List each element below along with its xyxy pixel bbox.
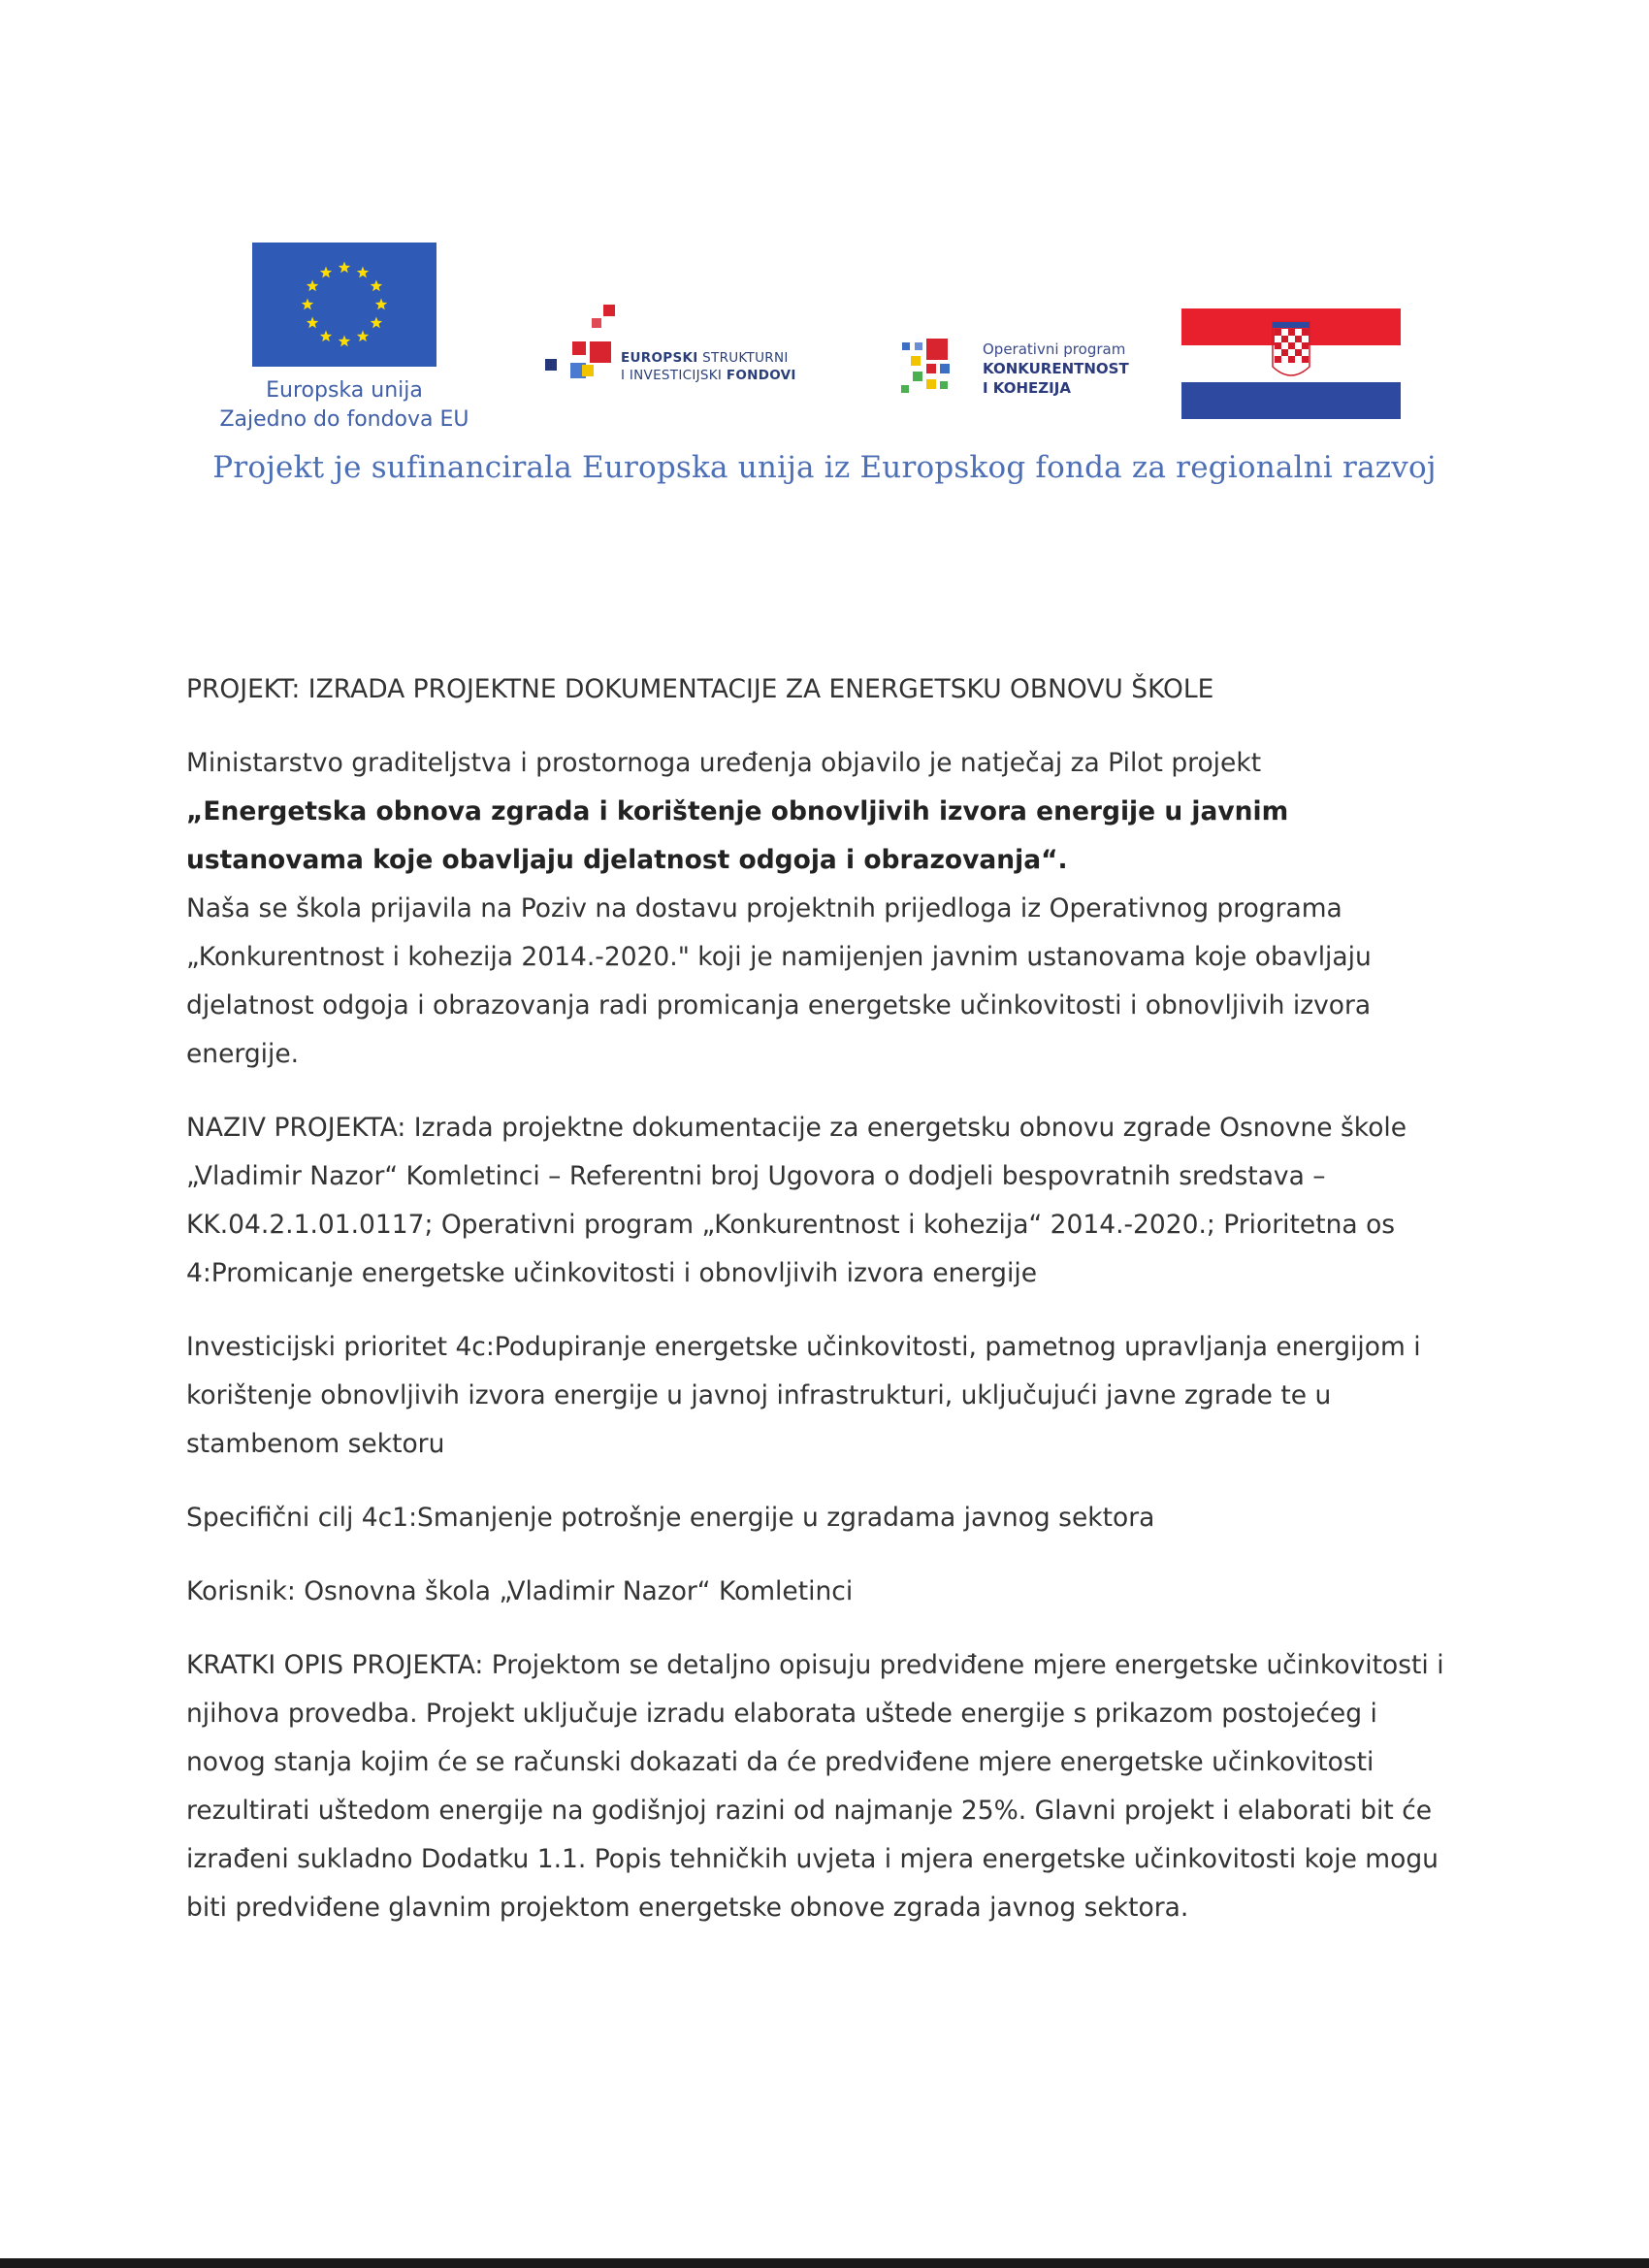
eu-star-icon xyxy=(375,299,387,310)
okk-line3: I KOHEZIJA xyxy=(983,379,1071,397)
shield-square-icon xyxy=(1302,349,1309,356)
okk-pixel-icon xyxy=(897,335,975,403)
shield-square-icon xyxy=(1275,342,1281,349)
eu-star-icon xyxy=(371,317,382,329)
okk-logo xyxy=(897,335,1149,412)
shield-square-icon xyxy=(1302,329,1309,336)
shield-square-icon xyxy=(1288,336,1295,342)
esif-line1-bold: EUROPSKI xyxy=(621,350,698,366)
esif-line1-rest: STRUKTURNI xyxy=(697,350,789,366)
eu-star-icon xyxy=(339,336,350,347)
eu-caption xyxy=(204,376,485,435)
okk-line2: KONKURENTNOST xyxy=(983,360,1129,377)
esif-squares-icon xyxy=(543,303,621,409)
eu-star-icon xyxy=(320,267,332,278)
project-name-paragraph: NAZIV PROJEKTA: Izrada projektne dokumentacije za energetsku obnovu zgrade Osnovne škole „Vladimir Nazor“ Komletinci – Referentni broj Ugovora o dodjeli bespovratnih sredstava – KK.04.2.1.01.0117; Operativni program „Konkurentnost i kohezija“ 2014.-2020.; Prioritetna os 4:Promicanje energetske učinkovitosti i obnovljivih izvora energije xyxy=(186,1113,1407,1288)
okk-text xyxy=(983,340,1129,398)
shield-square-icon xyxy=(1281,342,1288,349)
shield-square-icon xyxy=(1275,349,1281,356)
shield-square-icon xyxy=(1275,356,1281,363)
shield-square-icon xyxy=(1275,329,1281,336)
scan-edge xyxy=(0,2258,1649,2268)
shield-square-icon xyxy=(1281,336,1288,342)
eu-star-icon xyxy=(339,262,350,274)
eu-star-icon xyxy=(320,330,332,341)
eu-star-icon xyxy=(371,280,382,292)
esif-text xyxy=(621,349,796,384)
shield-square-icon xyxy=(1302,342,1309,349)
eu-flag-icon xyxy=(252,243,436,367)
shield-square-icon xyxy=(1288,356,1295,363)
eu-star-icon xyxy=(357,330,369,341)
shield-square-icon xyxy=(1302,336,1309,342)
specific-goal-paragraph: Specifični cilj 4c1:Smanjenje potrošnje energije u zgradama javnog sektora xyxy=(186,1503,1155,1533)
shield-square-icon xyxy=(1295,336,1302,342)
short-description-paragraph: KRATKI OPIS PROJEKTA: Projektom se detaljno opisuju predviđene mjere energetske učinkovitosti i njihova provedba. Projekt uključuje izradu elaborata uštede energije s prikazom postojećeg i novog stanja kojim će se računski dokazati da će predviđene mjere energetske učinkovitosti rezultirati uštedom energije na godišnjoj razini od najmanje 25%. Glavni projekt i elaborati bit će izrađeni sukladno Dodatku 1.1. Popis tehničkih uvjeta i mjera energetske učinkovitosti koje mogu biti predviđene glavnim projektom energetske obnove zgrada javnog sektora. xyxy=(186,1650,1444,1923)
shield-square-icon xyxy=(1295,329,1302,336)
shield-square-icon xyxy=(1288,342,1295,349)
eu-star-icon xyxy=(307,317,318,329)
pilot-project-title: „Energetska obnova zgrada i korištenje obnovljivih izvora energije u javnim ustanovama koje obavljaju djelatnost odgoja i obrazovanja“. xyxy=(186,796,1289,875)
shield-square-icon xyxy=(1288,349,1295,356)
document-body xyxy=(186,665,1447,1932)
shield-square-icon xyxy=(1275,336,1281,342)
shield-square-icon xyxy=(1302,356,1309,363)
shield-square-icon xyxy=(1281,329,1288,336)
intro-line: Ministarstvo graditeljstva i prostornoga uređenja objavilo je natječaj za Pilot projekt xyxy=(186,748,1262,778)
croatian-flag-icon xyxy=(1181,308,1401,419)
beneficiary-paragraph: Korisnik: Osnovna škola „Vladimir Nazor“ Komletinci xyxy=(186,1576,854,1606)
intro-paragraph: Naša se škola prijavila na Poziv na dostavu projektnih prijedloga iz Operativnog programa „Konkurentnost i kohezija 2014.-2020." koji je namijenjen javnim ustanovama koje obavljaju djelatnost odgoja i obrazovanja radi promicanja energetske učinkovitosti i obnovljivih izvora energije. xyxy=(186,893,1372,1069)
esif-line2-rest: I INVESTICIJSKI xyxy=(621,368,727,383)
cofinance-statement: Projekt je sufinancirala Europska unija iz Europskog fonda za regionalni razvoj xyxy=(212,450,1437,485)
eu-caption-line1: Europska unija xyxy=(266,378,423,403)
shield-square-icon xyxy=(1295,342,1302,349)
okk-line1: Operativni program xyxy=(983,340,1126,358)
project-heading: PROJEKT: IZRADA PROJEKTNE DOKUMENTACIJE ZA ENERGETSKU OBNOVU ŠKOLE xyxy=(186,674,1214,704)
investment-priority-paragraph: Investicijski prioritet 4c:Podupiranje energetske učinkovitosti, pametnog upravljanja energijom i korištenje obnovljivih izvora energije u javnoj infrastrukturi, uključujući javne zgrade te u stambenom sektoru xyxy=(186,1332,1421,1459)
eu-star-icon xyxy=(357,267,369,278)
esif-logo xyxy=(543,303,834,409)
eu-star-icon xyxy=(307,280,318,292)
eu-logo xyxy=(204,243,485,435)
eu-caption-line2: Zajedno do fondova EU xyxy=(219,407,469,432)
shield-square-icon xyxy=(1281,356,1288,363)
shield-square-icon xyxy=(1295,356,1302,363)
shield-square-icon xyxy=(1288,329,1295,336)
eu-star-icon xyxy=(302,299,313,310)
shield-square-icon xyxy=(1295,349,1302,356)
shield-square-icon xyxy=(1281,349,1288,356)
esif-line2-bold: FONDOVI xyxy=(726,368,796,383)
